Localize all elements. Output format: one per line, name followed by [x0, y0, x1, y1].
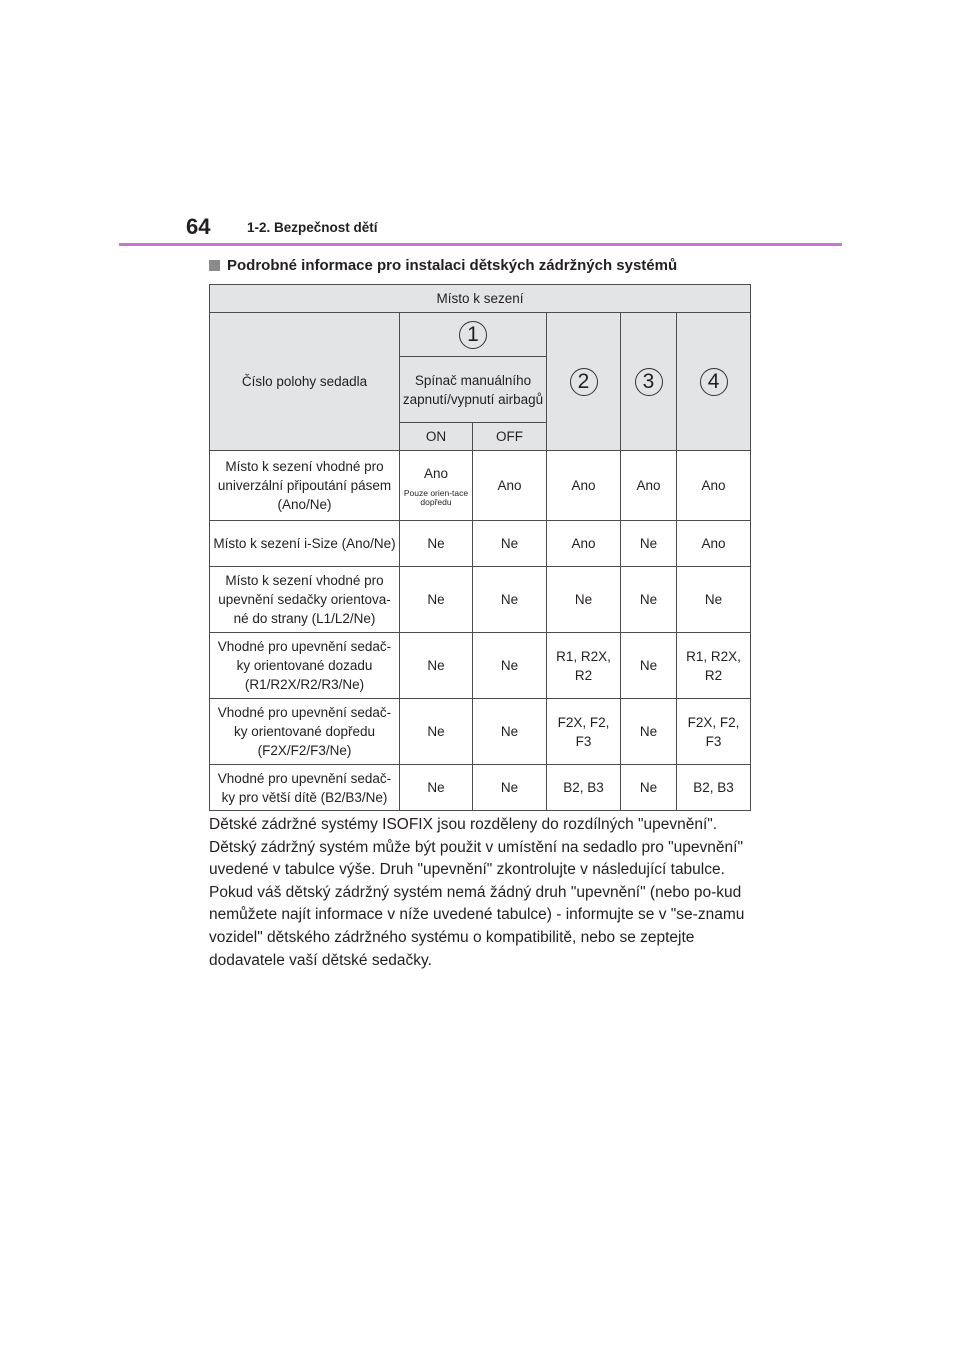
section-title: 1-2. Bezpečnost dětí [247, 220, 378, 235]
cell-on: Ne [400, 521, 473, 567]
seating-table [209, 284, 751, 811]
cell-p3: Ne [621, 633, 677, 699]
position-1-header [400, 313, 547, 357]
row-label: Místo k sezení vhodné pro upevnění sedačky orientova-né do strany (L1/L2/Ne) [210, 567, 400, 633]
cell-p3: Ne [621, 699, 677, 765]
off-header: OFF [473, 423, 547, 451]
cell-p2: F2X, F2, F3 [547, 699, 621, 765]
table-row [210, 567, 751, 633]
square-bullet-icon [209, 260, 220, 271]
table-row [210, 451, 751, 521]
row-label: Vhodné pro upevnění sedač-ky pro větší dítě (B2/B3/Ne) [210, 765, 400, 811]
cell-p4: Ano [677, 451, 751, 521]
cell-p4: F2X, F2, F3 [677, 699, 751, 765]
cell-on [400, 451, 473, 521]
position-2-header [547, 313, 621, 451]
cell-p4: B2, B3 [677, 765, 751, 811]
subheading-text: Podrobné informace pro instalaci dětských zádržných systémů [227, 257, 678, 274]
row-label: Místo k sezení i-Size (Ano/Ne) [210, 521, 400, 567]
cell-p4: Ne [677, 567, 751, 633]
cell-on: Ne [400, 633, 473, 699]
circled-3-icon: 3 [635, 368, 663, 396]
cell-p2: B2, B3 [547, 765, 621, 811]
subheading [209, 257, 677, 274]
row-label: Místo k sezení vhodné pro univerzální připoutání pásem (Ano/Ne) [210, 451, 400, 521]
cell-off: Ne [473, 699, 547, 765]
on-header: ON [400, 423, 473, 451]
cell-p4: R1, R2X, R2 [677, 633, 751, 699]
cell-off: Ne [473, 765, 547, 811]
row-label: Vhodné pro upevnění sedač-ky orientované dozadu (R1/R2X/R2/R3/Ne) [210, 633, 400, 699]
page-number: 64 [186, 214, 211, 239]
cell-p2: Ano [547, 451, 621, 521]
cell-p2: Ano [547, 521, 621, 567]
cell-p3: Ne [621, 765, 677, 811]
position-3-header [621, 313, 677, 451]
row-label: Vhodné pro upevnění sedač-ky orientované dopředu (F2X/F2/F3/Ne) [210, 699, 400, 765]
cell-off: Ne [473, 567, 547, 633]
cell-off: Ano [473, 451, 547, 521]
table-row [210, 699, 751, 765]
circled-1-icon: 1 [459, 321, 487, 349]
table-row [210, 765, 751, 811]
cell-p3: Ne [621, 567, 677, 633]
circled-2-icon: 2 [570, 368, 598, 396]
body-paragraph: Dětské zádržné systémy ISOFIX jsou rozděleny do rozdílných "upevnění". Dětský zádržný systém může být použit v umístění na sedadlo pro "upevnění" uvedené v tabulce výše. Druh "upevnění" zkontrolujte v následující tabulce. Pokud váš dětský zádržný systém nemá žádný druh "upevnění" (nebo po-kud nemůžete najít informace v níže uvedené tabulce) - informujte se v "se-znamu vozidel" dětského zádržného systému o kompatibilitě, nebo se zeptejte dodavatele vaší dětské sedačky. [209, 816, 745, 969]
table-top-header: Místo k sezení [210, 285, 751, 313]
position-4-header [677, 313, 751, 451]
airbag-switch-header: Spínač manuálního zapnutí/vypnutí airbagů [400, 357, 547, 423]
cell-off: Ne [473, 521, 547, 567]
cell-p3: Ne [621, 521, 677, 567]
table-row [210, 521, 751, 567]
circled-4-icon: 4 [700, 368, 728, 396]
table-row [210, 633, 751, 699]
cell-p3: Ano [621, 451, 677, 521]
header-rule [119, 243, 842, 246]
cell-on-value: Ano [423, 466, 449, 481]
cell-p2: R1, R2X, R2 [547, 633, 621, 699]
cell-on: Ne [400, 699, 473, 765]
cell-off: Ne [473, 633, 547, 699]
cell-on-note: Pouze orien-tace dopředu [403, 488, 469, 507]
cell-on: Ne [400, 765, 473, 811]
cell-p4: Ano [677, 521, 751, 567]
cell-p2: Ne [547, 567, 621, 633]
cell-on: Ne [400, 567, 473, 633]
table-row-header: Číslo polohy sedadla [210, 313, 400, 451]
